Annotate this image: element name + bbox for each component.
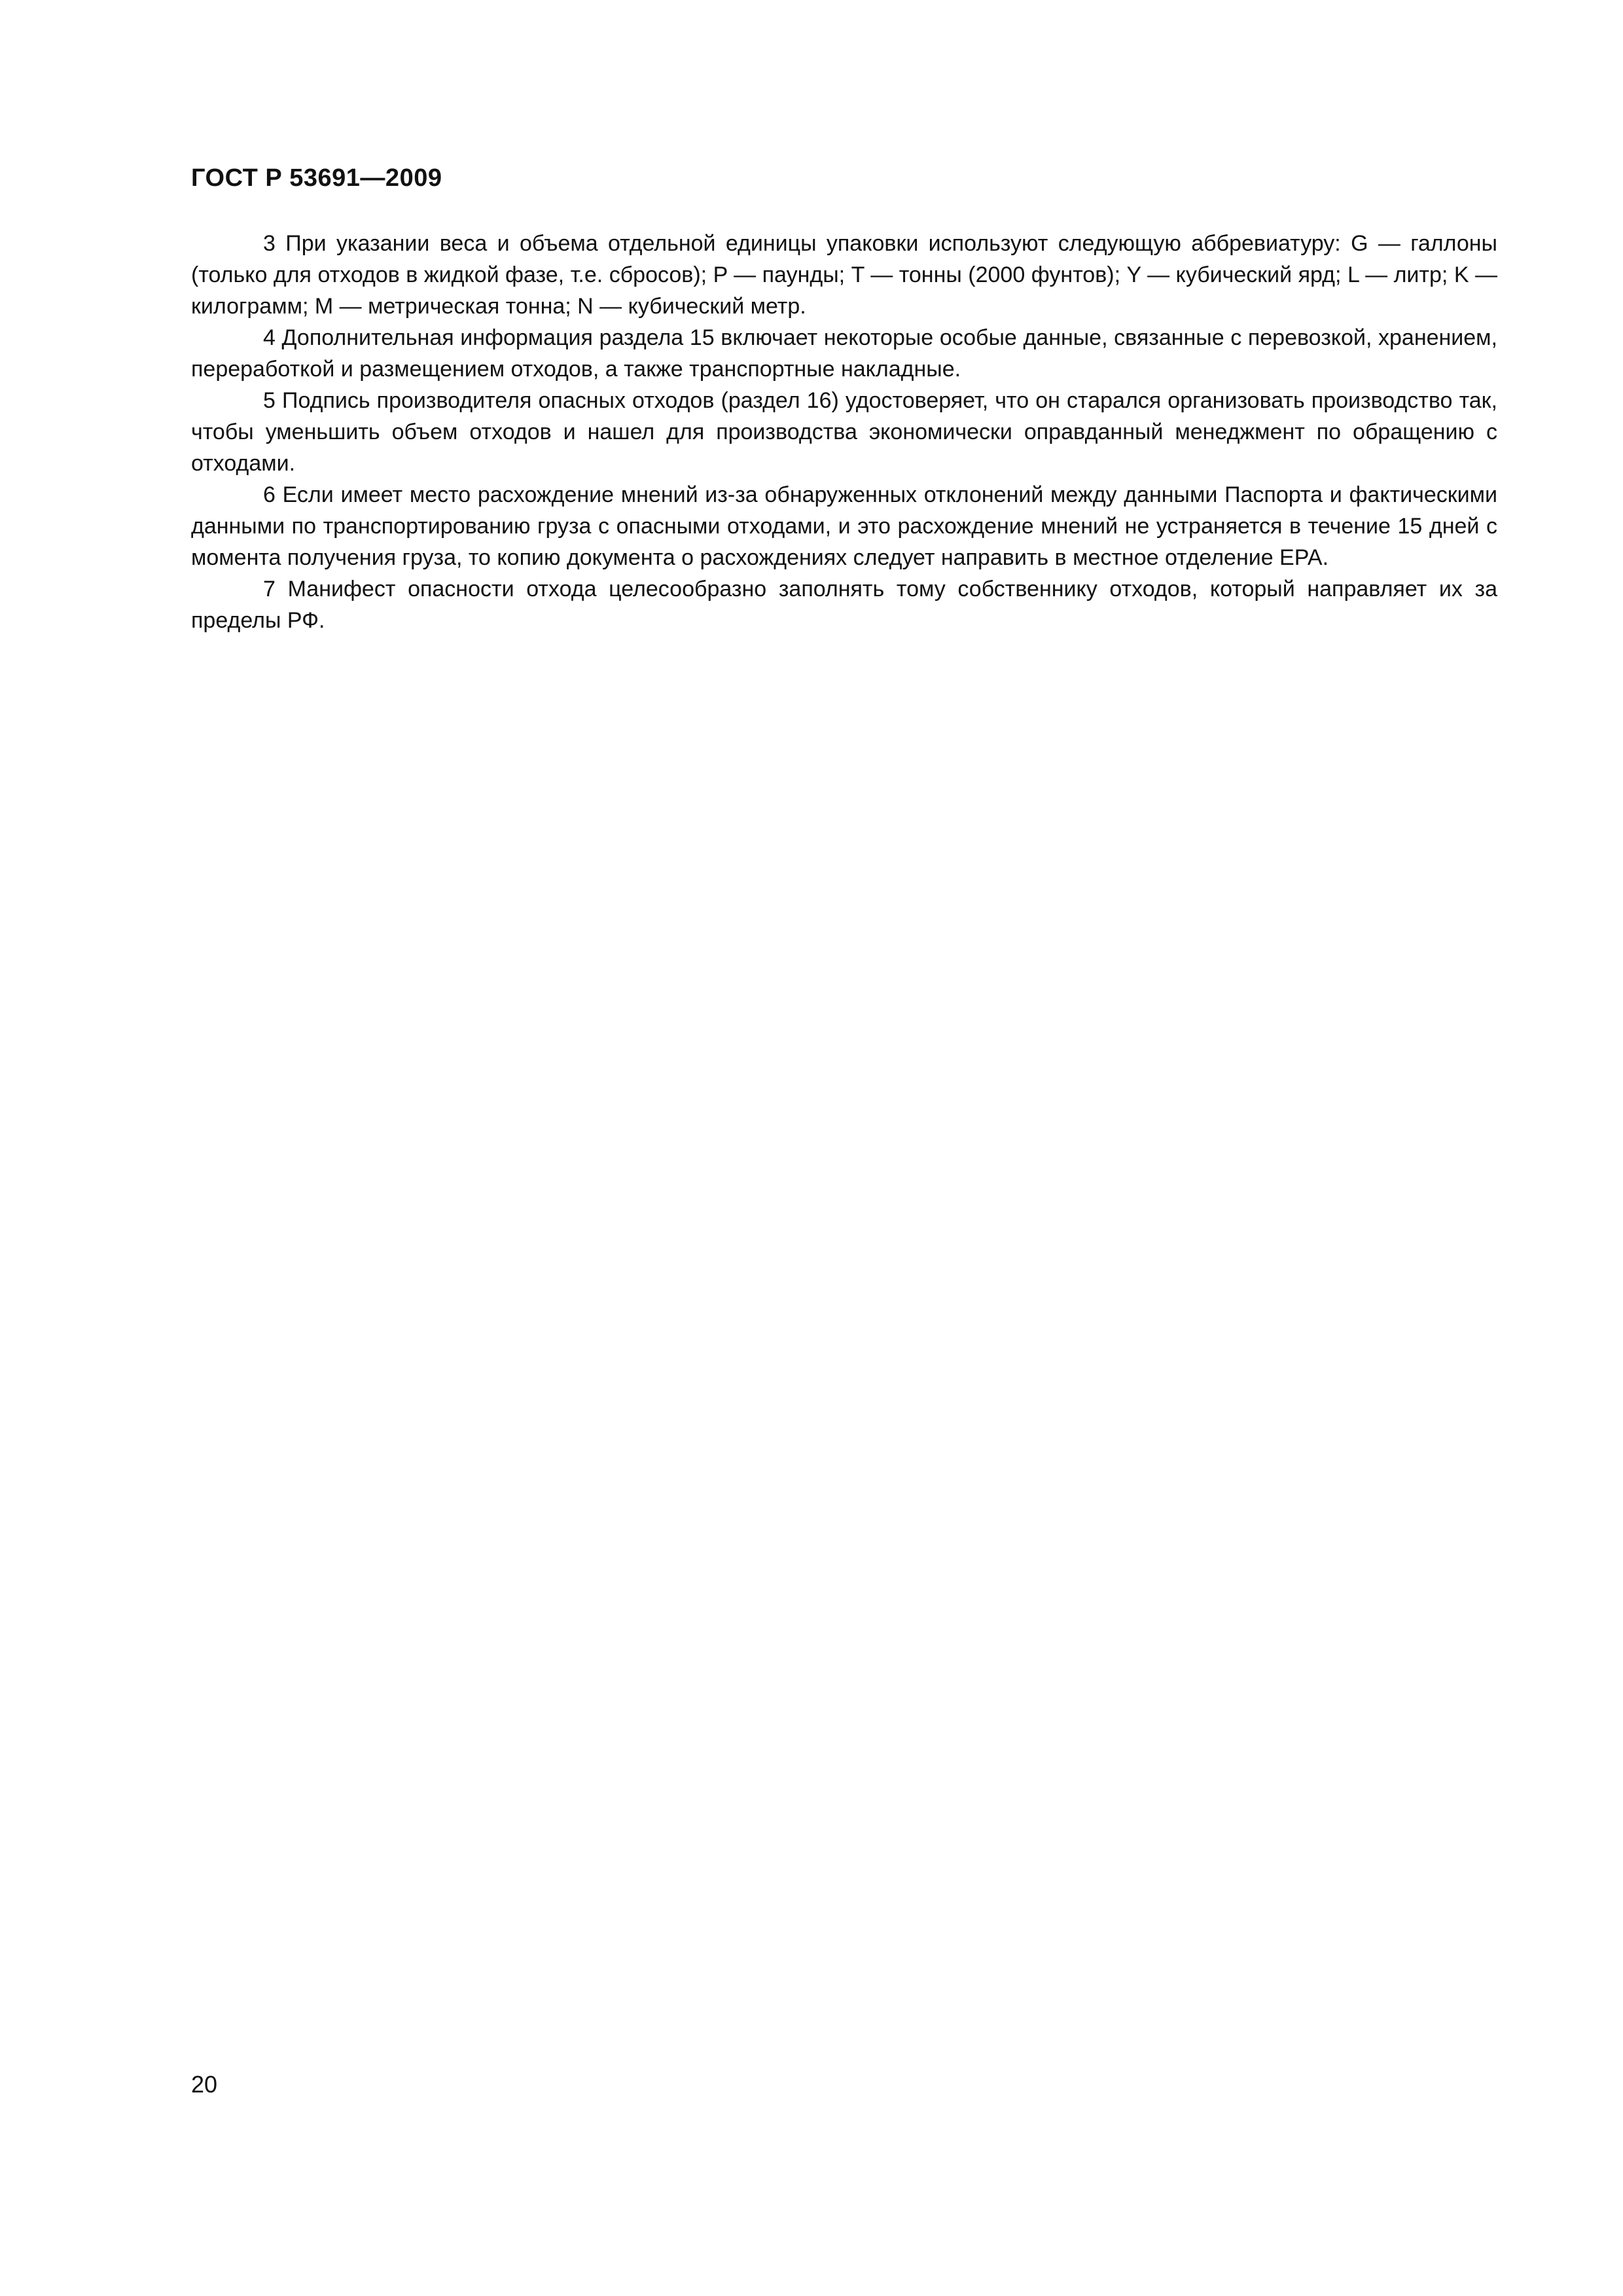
note-paragraph-4: 4 Дополнительная информация раздела 15 включает некоторые особые данные, связанные с перевозкой, хранением, переработкой и размещением отходов, а также транспортные накладные. bbox=[191, 325, 1497, 382]
page-number: 20 bbox=[191, 2071, 218, 2098]
notes-section bbox=[191, 228, 1497, 636]
note-paragraph-5: 5 Подпись производителя опасных отходов (раздел 16) удостоверяет, что он старался организовать производство так, чтобы уменьшить объем отходов и нашел для производства экономически оправданный менеджмент по обращению с отходами. bbox=[191, 388, 1497, 476]
note-paragraph-3: 3 При указании веса и объема отдельной единицы упаковки используют следующую аббревиатуру: G — галлоны (только для отходов в жидкой фазе, т.е. сбросов); P — паунды; T — тонны (2000 фунтов); Y — кубический ярд; L — литр; K — килограмм; M — метрическая тонна; N — кубический метр. bbox=[191, 231, 1497, 319]
note-paragraph-7: 7 Манифест опасности отхода целесообразно заполнять тому собственнику отходов, который направляет их за пределы РФ. bbox=[191, 577, 1497, 633]
standard-designation-header: ГОСТ Р 53691—2009 bbox=[191, 164, 442, 192]
note-paragraph-6: 6 Если имеет место расхождение мнений из-за обнаруженных отклонений между данными Паспорта и фактическими данными по транспортированию груза с опасными отходами, и это расхождение мнений не устраняется в течение 15 дней с момента получения груза, то копию документа о расхождениях следует направить в местное отделение EPA. bbox=[191, 482, 1497, 570]
